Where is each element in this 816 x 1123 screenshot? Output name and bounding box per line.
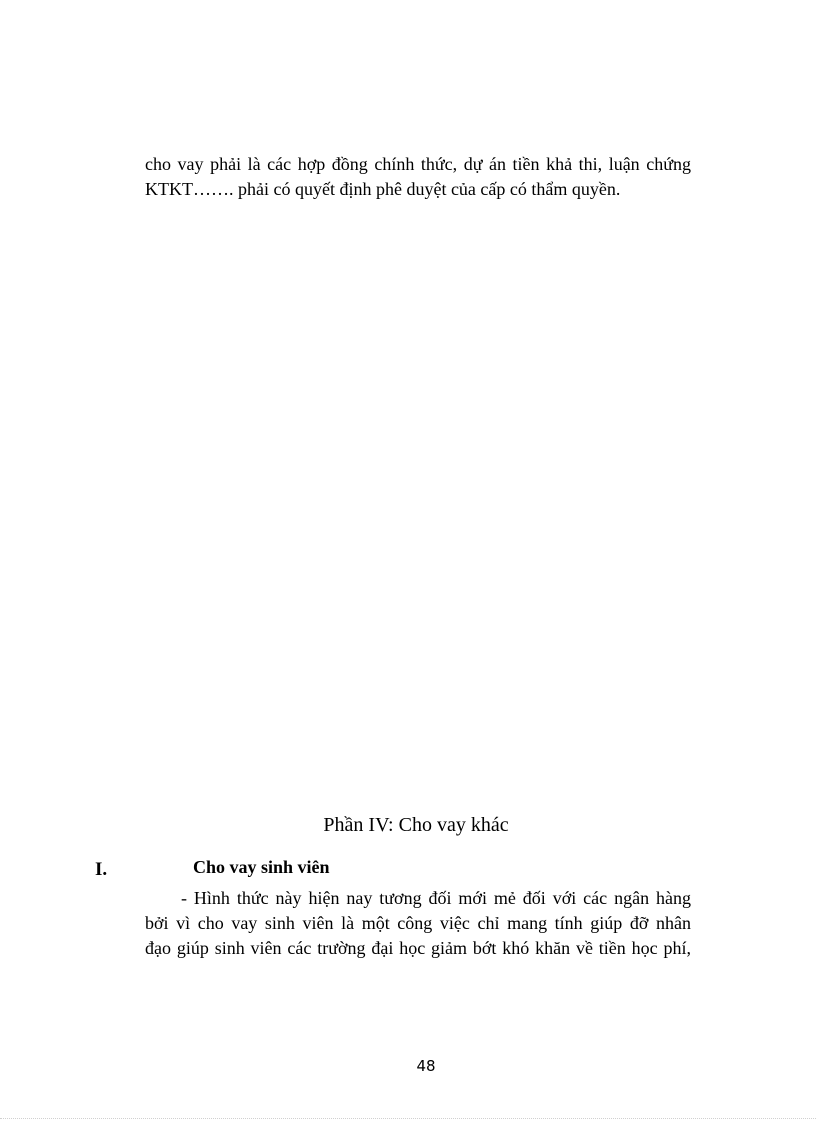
section-number: I.: [95, 859, 108, 880]
paragraph-line: cho vay phải là các hợp đồng chính thức, dự án tiền khả thi, luận chứng: [145, 154, 691, 174]
page-bottom-rule: [0, 1118, 816, 1119]
body-paragraph: [145, 886, 691, 961]
paragraph-line: - Hình thức này hiện nay tương đối mới mẻ đối với các ngân hàng: [181, 888, 691, 908]
section-title: Cho vay sinh viên: [193, 857, 330, 877]
continued-paragraph: [145, 152, 691, 202]
paragraph-line: KTKT……. phải có quyết định phê duyệt của cấp có thẩm quyền.: [145, 179, 621, 199]
page-number: 48: [416, 1057, 436, 1075]
part-heading: Phần IV: Cho vay khác: [323, 814, 509, 836]
paragraph-line: đạo giúp sinh viên các trường đại học giảm bớt khó khăn về tiền học phí,: [145, 938, 691, 958]
paragraph-line: bởi vì cho vay sinh viên là một công việc chỉ mang tính giúp đỡ nhân: [145, 913, 691, 933]
